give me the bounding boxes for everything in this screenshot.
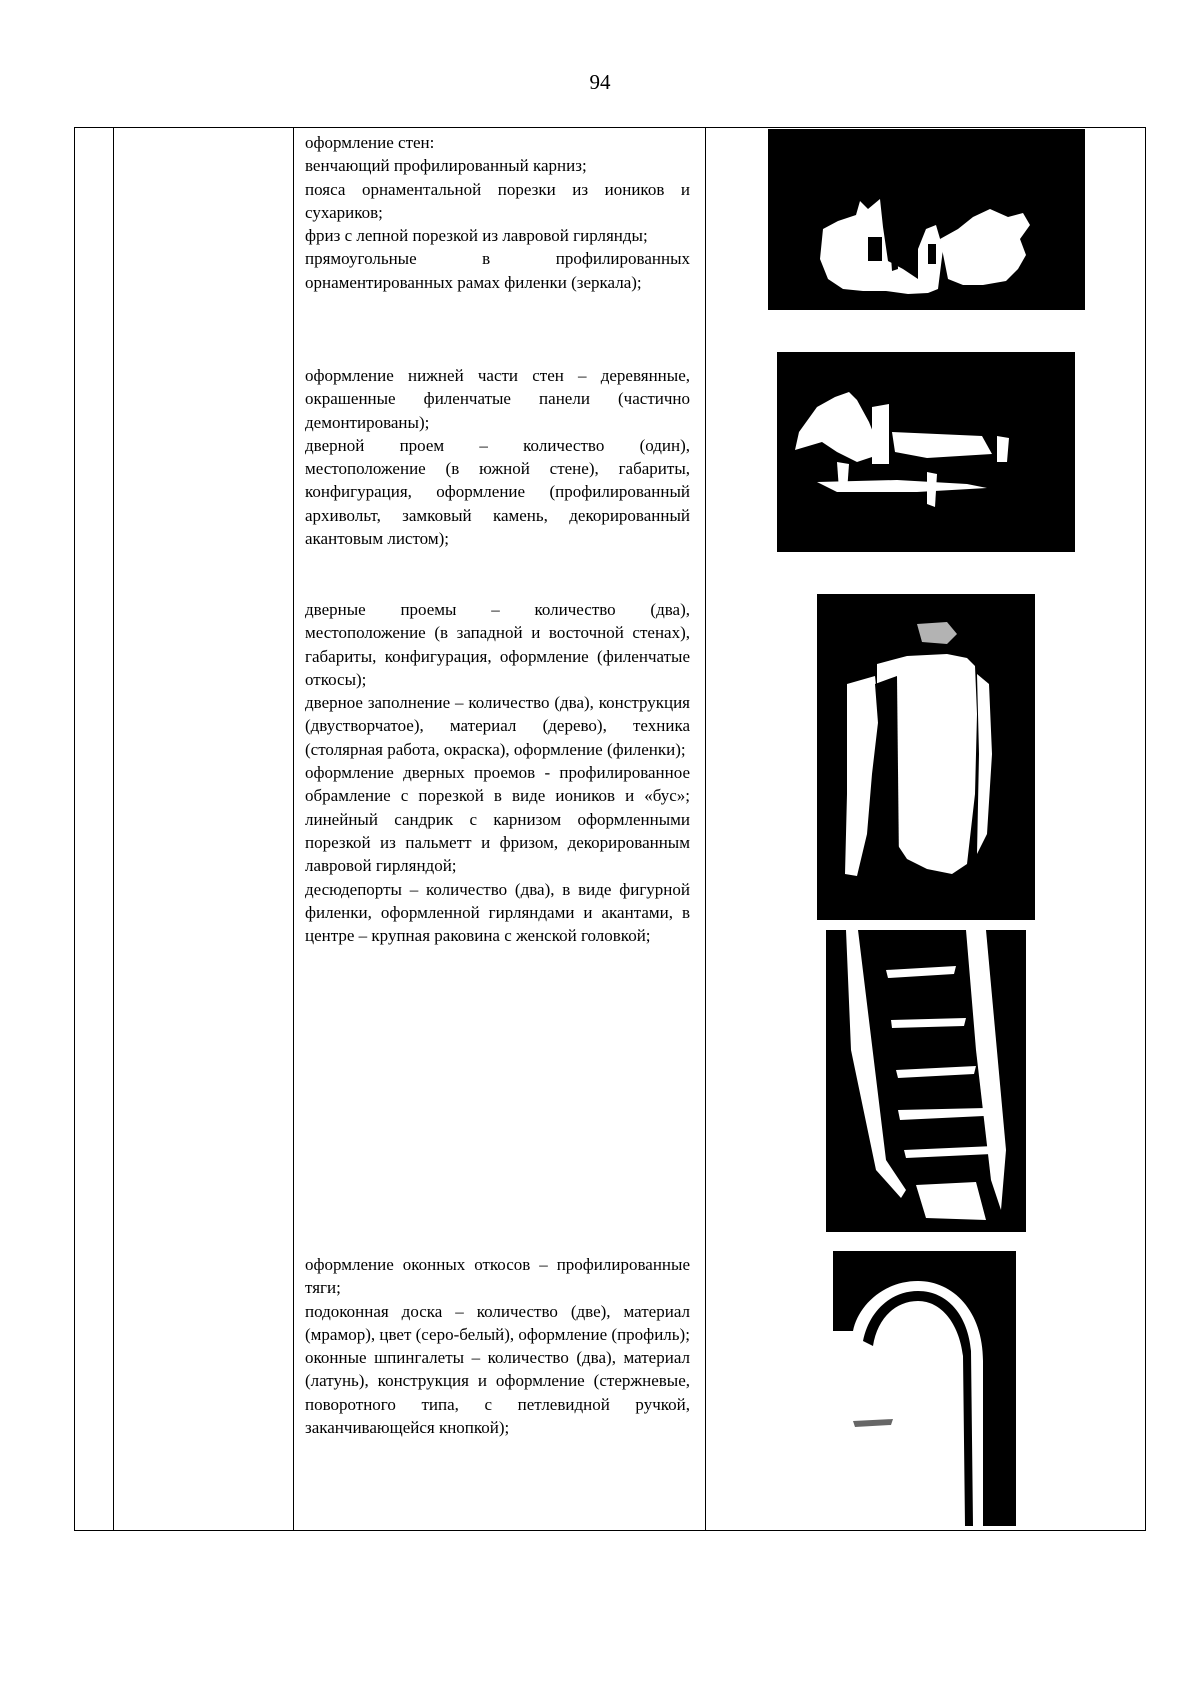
text-line: пояса орнаментальной порезки из иоников и сухариков; <box>305 179 690 222</box>
text-line: венчающий профилированный карниз; <box>305 156 587 176</box>
door-leaf-photo <box>826 930 1026 1232</box>
lower-wall-panels-photo <box>777 352 1075 552</box>
text-line: прямоугольные в профилированных орнаментированных рамах филенки (зеркала); <box>305 249 690 292</box>
text-line: дверные проемы – количество (два), местоположение (в западной и восточной стенах), габариты, конфигурация, оформление (филенчатые откосы); <box>305 600 690 689</box>
text-line: дверной проем – количество (один), местоположение (в южной стене), габариты, конфигурация, оформление (профилированный архивольт, замковый камень, декорированный акантовым листом); <box>305 435 690 549</box>
text-line: оконные шпингалеты – количество (два), материал (латунь), конструкция и оформление (стержневые, поворотного типа, с петлевидной ручкой, заканчивающейся кнопкой); <box>305 1348 690 1438</box>
text-line: оформление стен: <box>305 133 435 152</box>
text-line: подоконная доска – количество (две), материал (мрамор), цвет (серо-белый), оформление (профиль); <box>305 1301 690 1344</box>
text-line: дверное заполнение – количество (два), конструкция (двустворчатое), материал (дерево), техника (столярная работа, окраска), оформление (филенки); <box>305 693 690 759</box>
photo-graphic <box>833 1251 1016 1526</box>
section-window-slopes <box>305 1253 690 1439</box>
text-line: фриз с лепной порезкой из лавровой гирлянды; <box>305 226 648 246</box>
column-divider-2 <box>293 128 294 1530</box>
column-divider-3 <box>705 128 706 1530</box>
section-wall-decoration <box>305 131 690 294</box>
photo-graphic <box>777 352 1075 552</box>
section-door-openings <box>305 598 690 947</box>
column-divider-1 <box>113 128 114 1530</box>
door-opening-photo <box>817 594 1035 920</box>
section-lower-wall <box>305 364 690 550</box>
photo-graphic <box>768 129 1085 310</box>
photo-graphic <box>826 930 1026 1232</box>
page-number: 94 <box>589 70 611 94</box>
text-line: десюдепорты – количество (два), в виде фигурной филенки, оформленной гирляндами и акантами, в центре – крупная раковина с женской головкой; <box>305 879 690 946</box>
text-line: оформление нижней части стен – деревянные, окрашенные филенчатые панели (частично демонтированы); <box>305 366 690 432</box>
wall-ornament-photo <box>768 129 1085 310</box>
window-slope-photo <box>833 1251 1016 1526</box>
text-line: оформление дверных проемов - профилированное обрамление с порезкой в виде иоников и «бус»; линейный сандрик с карнизом оформленными порезкой из пальметт и фризом, декорированным лавровой гирляндой; <box>305 763 690 876</box>
text-line: оформление оконных откосов – профилированные тяги; <box>305 1255 690 1298</box>
photo-graphic <box>817 594 1035 920</box>
